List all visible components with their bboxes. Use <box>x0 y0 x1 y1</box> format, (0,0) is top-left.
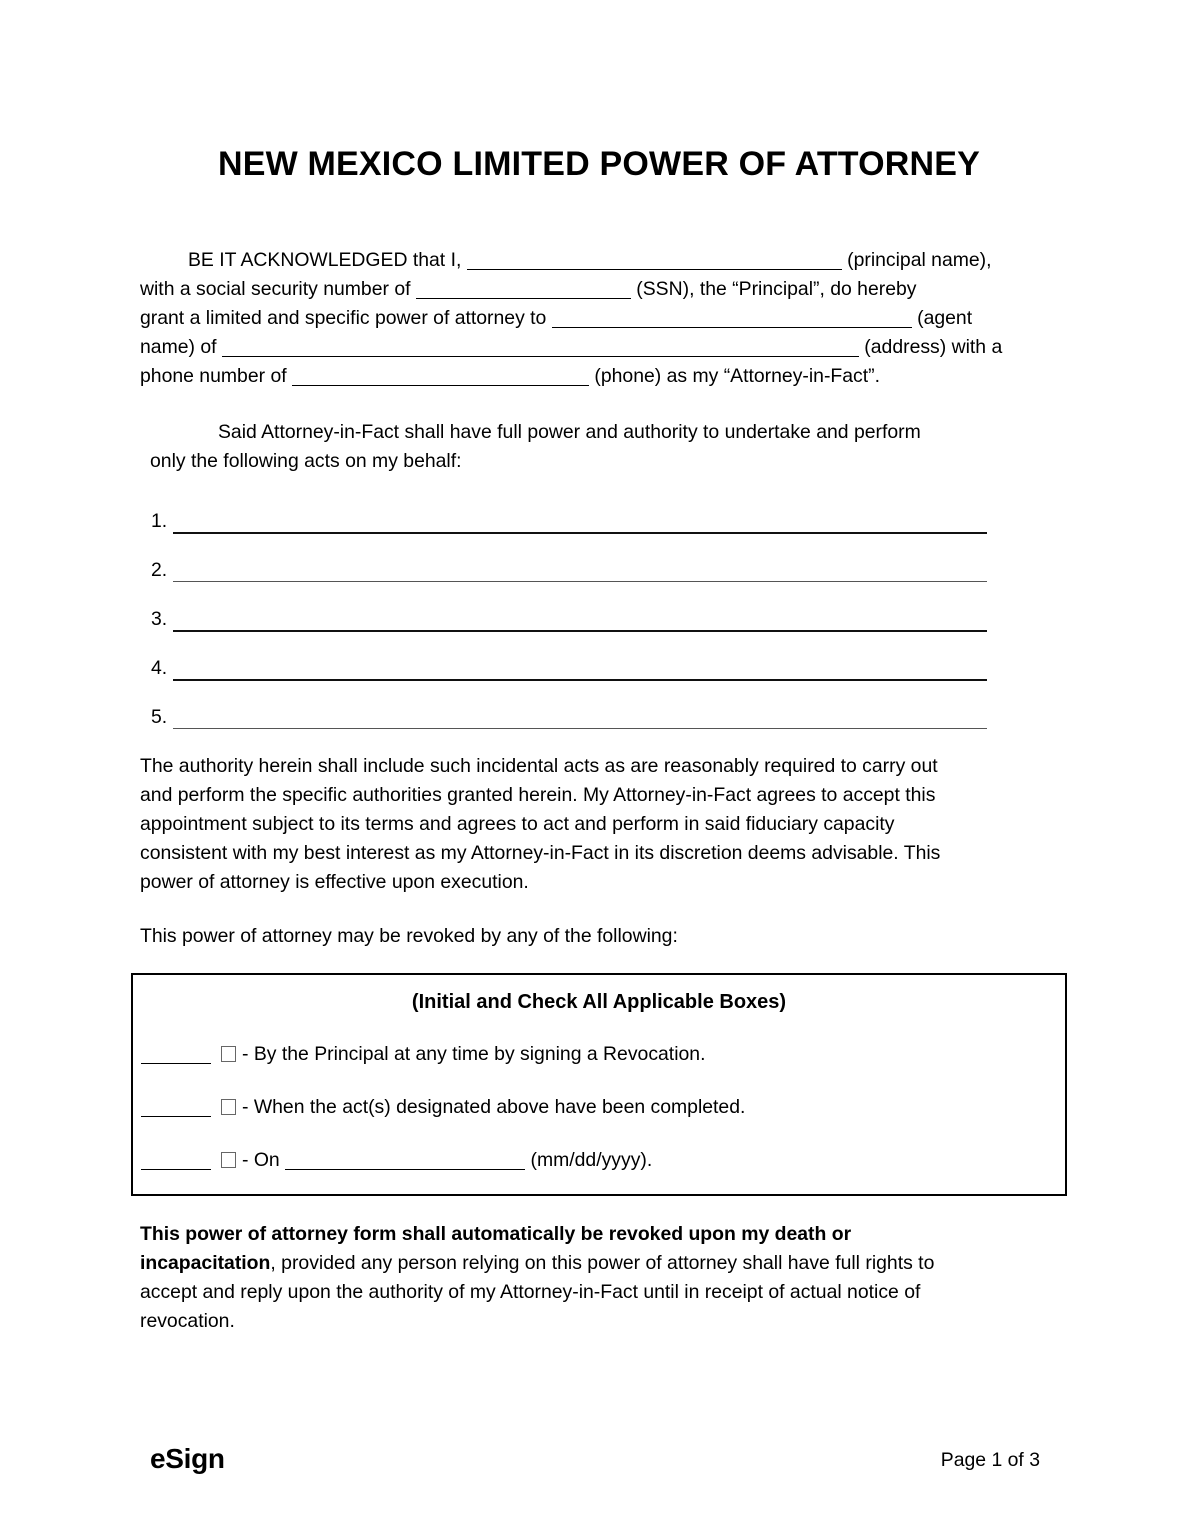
agent-name-blank[interactable] <box>552 322 912 328</box>
act-blank-2[interactable] <box>173 556 987 582</box>
act-number: 2. <box>151 559 168 581</box>
page-number-indicator: Page 1 of 3 <box>940 1449 1040 1471</box>
act-item-3 <box>151 605 987 634</box>
opening-text: phone number of <box>140 365 293 387</box>
opening-text: (phone) as my “Attorney-in-Fact”. <box>589 365 880 387</box>
termination-line <box>140 1249 1058 1278</box>
incidental-line: The authority herein shall include such incidental acts as are reasonably required to carry out <box>140 755 938 777</box>
revocation-box <box>131 973 1067 1196</box>
opening-text: (principal name), <box>841 249 992 271</box>
incidental-line: appointment subject to its terms and agrees to act and perform in said fiduciary capacity <box>140 813 895 835</box>
revocation-box-title: (Initial and Check All Applicable Boxes) <box>411 991 787 1013</box>
checkbox-icon[interactable] <box>221 1046 236 1062</box>
option-label-suffix: (mm/dd/yyyy). <box>530 1149 653 1171</box>
opening-text: name) of <box>140 336 222 358</box>
termination-text: revocation. <box>140 1310 235 1332</box>
act-item-1 <box>151 507 987 536</box>
initial-blank[interactable] <box>141 1058 211 1064</box>
act-blank-5[interactable] <box>173 703 987 729</box>
act-blank-4[interactable] <box>173 654 987 681</box>
opening-text: with a social security number of <box>140 278 416 300</box>
initial-blank[interactable] <box>141 1111 211 1117</box>
authority-line-2: only the following acts on my behalf: <box>150 450 462 472</box>
revocation-option-completed <box>141 1093 1057 1122</box>
incidental-line: consistent with my best interest as my Attorney-in-Fact in its discretion deems advisable. This <box>140 842 941 864</box>
esign-logo: eSign <box>150 1443 225 1474</box>
opening-text: (address) with a <box>858 336 1003 358</box>
phone-blank[interactable] <box>292 380 589 386</box>
opening-text: (SSN), the “Principal”, do hereby <box>630 278 917 300</box>
page-title: NEW MEXICO LIMITED POWER OF ATTORNEY <box>217 145 981 183</box>
termination-text: accept and reply upon the authority of my Attorney-in-Fact until in receipt of actual notice of <box>140 1281 921 1303</box>
act-number: 1. <box>151 510 168 532</box>
act-blank-1[interactable] <box>173 507 987 534</box>
act-item-5 <box>151 703 987 732</box>
act-number: 5. <box>151 706 168 728</box>
act-blank-3[interactable] <box>173 605 987 632</box>
termination-paragraph <box>140 1220 1058 1336</box>
option-label-prefix: - On <box>242 1149 280 1171</box>
authority-line-1: Said Attorney-in-Fact shall have full power and authority to undertake and perform <box>218 421 921 443</box>
termination-line <box>140 1220 1058 1249</box>
opening-text: grant a limited and specific power of attorney to <box>140 307 552 329</box>
revocation-option-date <box>141 1146 1057 1175</box>
opening-line-1 <box>140 246 1058 275</box>
act-item-4 <box>151 654 987 683</box>
document-content <box>140 0 1058 1336</box>
address-blank[interactable] <box>222 351 859 357</box>
opening-line-3 <box>140 304 1058 333</box>
opening-line-4 <box>140 333 1058 362</box>
authority-paragraph <box>140 418 1058 476</box>
incidental-paragraph <box>140 752 1058 897</box>
date-blank[interactable] <box>285 1164 525 1170</box>
termination-line <box>140 1307 1058 1336</box>
option-label: - When the act(s) designated above have been completed. <box>242 1096 746 1118</box>
revocation-option-principal <box>141 1040 1057 1069</box>
acts-list <box>151 507 987 732</box>
initial-blank[interactable] <box>141 1164 211 1170</box>
ssn-blank[interactable] <box>416 293 631 299</box>
termination-bold-text: incapacitation <box>140 1252 271 1274</box>
opening-line-2 <box>140 275 1058 304</box>
checkbox-icon[interactable] <box>221 1152 236 1168</box>
incidental-line: power of attorney is effective upon execution. <box>140 871 529 893</box>
opening-line-5 <box>140 362 1058 391</box>
opening-text: (agent <box>911 307 973 329</box>
termination-text: , provided any person relying on this power of attorney shall have full rights to <box>270 1252 935 1274</box>
termination-line <box>140 1278 1058 1307</box>
act-number: 3. <box>151 608 168 630</box>
incidental-line: and perform the specific authorities granted herein. My Attorney-in-Fact agrees to accept this <box>140 784 936 806</box>
principal-name-blank[interactable] <box>467 264 842 270</box>
act-item-2 <box>151 556 987 585</box>
termination-bold-text: This power of attorney form shall automatically be revoked upon my death or <box>140 1223 852 1245</box>
act-number: 4. <box>151 657 168 679</box>
opening-paragraph <box>140 246 1058 391</box>
checkbox-icon[interactable] <box>221 1099 236 1115</box>
opening-text: BE IT ACKNOWLEDGED that I, <box>188 249 467 271</box>
revocation-intro: This power of attorney may be revoked by any of the following: <box>140 925 678 947</box>
option-label: - By the Principal at any time by signing a Revocation. <box>242 1043 706 1065</box>
